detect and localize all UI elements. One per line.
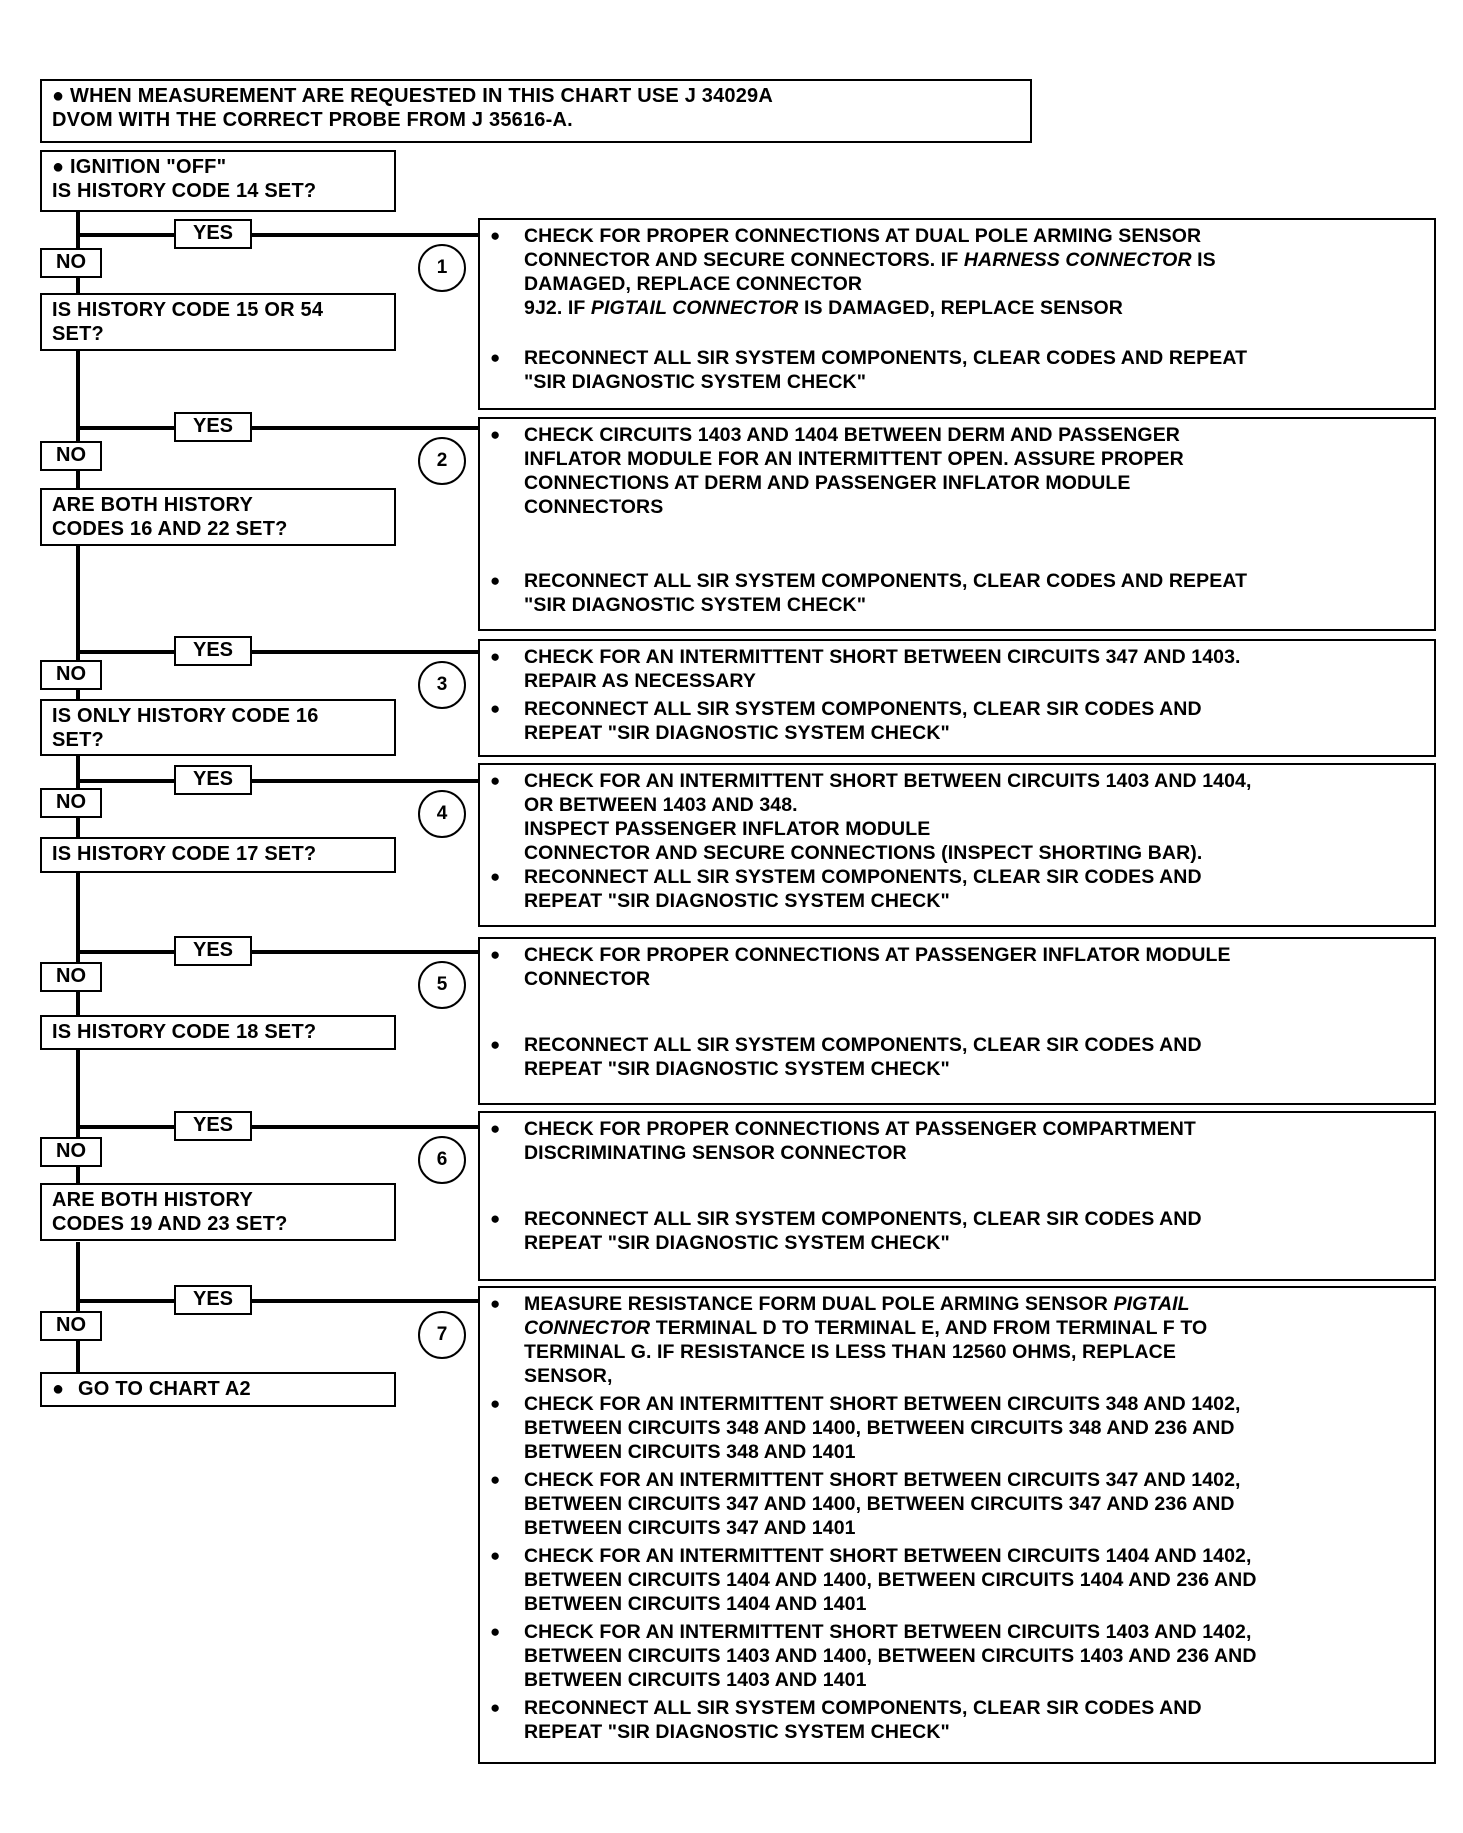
no-label: NO <box>40 660 102 690</box>
action-box-1 <box>478 218 1436 410</box>
step-number-circle: 1 <box>418 244 466 292</box>
action-item: ● CHECK FOR AN INTERMITTENT SHORT BETWEEN CIRCUITS 1403 AND 1402, BETWEEN CIRCUITS 1403 AND 1400, BETWEEN CIRCUITS 1403 AND 236 AND BETWEEN CIRCUITS 1403 AND 1401 <box>490 1620 1426 1692</box>
yes-branch-line-6 <box>76 1125 480 1129</box>
action-item: ● CHECK FOR PROPER CONNECTIONS AT PASSENGER COMPARTMENT DISCRIMINATING SENSOR CONNECTOR <box>490 1117 1426 1165</box>
yes-branch-line-7 <box>76 1299 480 1303</box>
action-item: ● CHECK FOR PROPER CONNECTIONS AT PASSENGER INFLATOR MODULE CONNECTOR <box>490 943 1426 991</box>
final-text: GO TO CHART A2 <box>78 1378 251 1400</box>
intro-box <box>40 79 1032 143</box>
final-box <box>40 1372 396 1407</box>
action-box-5 <box>478 937 1436 1105</box>
yes-label: YES <box>174 219 252 249</box>
start-line-2: IS HISTORY CODE 14 SET? <box>52 180 317 202</box>
action-item: ● CHECK FOR AN INTERMITTENT SHORT BETWEEN CIRCUITS 348 AND 1402, BETWEEN CIRCUITS 348 AND 1400, BETWEEN CIRCUITS 348 AND 236 AND BETWEEN CIRCUITS 348 AND 1401 <box>490 1392 1426 1464</box>
action-item: ● CHECK CIRCUITS 1403 AND 1404 BETWEEN DERM AND PASSENGER INFLATOR MODULE FOR AN INTERMITTENT OPEN. ASSURE PROPER CONNECTIONS AT DERM AND PASSENGER INFLATOR MODULE CONNECTORS <box>490 423 1426 519</box>
action-item: ● RECONNECT ALL SIR SYSTEM COMPONENTS, CLEAR CODES AND REPEAT "SIR DIAGNOSTIC SYSTEM CHECK" <box>490 346 1426 394</box>
yes-label: YES <box>174 1285 252 1315</box>
question-box <box>40 1183 396 1241</box>
action-item: ● CHECK FOR AN INTERMITTENT SHORT BETWEEN CIRCUITS 347 AND 1403. REPAIR AS NECESSARY <box>490 645 1426 693</box>
action-item: ● RECONNECT ALL SIR SYSTEM COMPONENTS, CLEAR CODES AND REPEAT "SIR DIAGNOSTIC SYSTEM CHECK" <box>490 569 1426 617</box>
yes-branch-line-3 <box>76 650 480 654</box>
question-box <box>40 488 396 546</box>
action-item: ● CHECK FOR AN INTERMITTENT SHORT BETWEEN CIRCUITS 1404 AND 1402, BETWEEN CIRCUITS 1404 AND 1400, BETWEEN CIRCUITS 1404 AND 236 AND BETWEEN CIRCUITS 1404 AND 1401 <box>490 1544 1426 1616</box>
yes-branch-line-2 <box>76 426 480 430</box>
start-line-1: IGNITION "OFF" <box>70 156 227 178</box>
question-box <box>40 837 396 873</box>
question-text: ARE BOTH HISTORY CODES 16 AND 22 SET? <box>52 494 288 540</box>
main-flow-line-7 <box>76 1242 80 1377</box>
question-text: IS HISTORY CODE 17 SET? <box>52 843 317 865</box>
yes-label: YES <box>174 936 252 966</box>
action-box-6 <box>478 1111 1436 1281</box>
action-item: ● RECONNECT ALL SIR SYSTEM COMPONENTS, CLEAR SIR CODES AND REPEAT "SIR DIAGNOSTIC SYSTEM CHECK" <box>490 1696 1426 1744</box>
action-item: ● CHECK FOR PROPER CONNECTIONS AT DUAL POLE ARMING SENSOR CONNECTOR AND SECURE CONNECTORS. IF HARNESS CONNECTOR IS DAMAGED, REPLACE CONNECTOR 9J2. IF PIGTAIL CONNECTOR IS DAMAGED, REPLACE SENSOR <box>490 224 1426 320</box>
bullet: ● <box>52 85 65 107</box>
step-number-circle: 6 <box>418 1136 466 1184</box>
yes-label: YES <box>174 412 252 442</box>
yes-branch-line-5 <box>76 950 480 954</box>
action-box-2 <box>478 417 1436 631</box>
no-label: NO <box>40 1311 102 1341</box>
question-text: IS ONLY HISTORY CODE 16 SET? <box>52 705 319 751</box>
action-item: ● RECONNECT ALL SIR SYSTEM COMPONENTS, CLEAR SIR CODES AND REPEAT "SIR DIAGNOSTIC SYSTEM CHECK" <box>490 1033 1426 1081</box>
action-item: ● CHECK FOR AN INTERMITTENT SHORT BETWEEN CIRCUITS 1403 AND 1404, OR BETWEEN 1403 AND 348. INSPECT PASSENGER INFLATOR MODULE CONNECTOR AND SECURE CONNECTIONS (INSPECT SHORTING BAR). <box>490 769 1426 865</box>
no-label: NO <box>40 1137 102 1167</box>
action-item: ● RECONNECT ALL SIR SYSTEM COMPONENTS, CLEAR SIR CODES AND REPEAT "SIR DIAGNOSTIC SYSTEM CHECK" <box>490 1207 1426 1255</box>
question-text: IS HISTORY CODE 15 OR 54 SET? <box>52 299 324 345</box>
yes-label: YES <box>174 636 252 666</box>
yes-label: YES <box>174 765 252 795</box>
step-number-circle: 7 <box>418 1311 466 1359</box>
bullet: ● <box>52 1378 65 1400</box>
action-item: ● RECONNECT ALL SIR SYSTEM COMPONENTS, CLEAR SIR CODES AND REPEAT "SIR DIAGNOSTIC SYSTEM CHECK" <box>490 697 1426 745</box>
step-number-circle: 4 <box>418 790 466 838</box>
bullet: ● <box>52 156 65 178</box>
yes-branch-line-1 <box>76 233 480 237</box>
action-box-7 <box>478 1286 1436 1764</box>
no-label: NO <box>40 441 102 471</box>
question-box <box>40 699 396 756</box>
action-item: ● MEASURE RESISTANCE FORM DUAL POLE ARMING SENSOR PIGTAIL CONNECTOR TERMINAL D TO TERMINAL E, AND FROM TERMINAL F TO TERMINAL G. IF RESISTANCE IS LESS THAN 12560 OHMS, REPLACE SENSOR, <box>490 1292 1426 1388</box>
start-question-box <box>40 150 396 212</box>
question-box <box>40 1015 396 1050</box>
action-item: ● CHECK FOR AN INTERMITTENT SHORT BETWEEN CIRCUITS 347 AND 1402, BETWEEN CIRCUITS 347 AND 1400, BETWEEN CIRCUITS 347 AND 236 AND BETWEEN CIRCUITS 347 AND 1401 <box>490 1468 1426 1540</box>
step-number-circle: 2 <box>418 437 466 485</box>
no-label: NO <box>40 248 102 278</box>
no-label: NO <box>40 788 102 818</box>
no-label: NO <box>40 962 102 992</box>
step-number-circle: 5 <box>418 961 466 1009</box>
action-box-4 <box>478 763 1436 927</box>
question-text: ARE BOTH HISTORY CODES 19 AND 23 SET? <box>52 1189 288 1235</box>
main-flow-line-5 <box>76 870 80 1020</box>
question-box <box>40 293 396 351</box>
action-box-3 <box>478 639 1436 757</box>
action-item: ● RECONNECT ALL SIR SYSTEM COMPONENTS, CLEAR SIR CODES AND REPEAT "SIR DIAGNOSTIC SYSTEM CHECK" <box>490 865 1426 913</box>
step-number-circle: 3 <box>418 661 466 709</box>
yes-branch-line-4 <box>76 779 480 783</box>
yes-label: YES <box>174 1111 252 1141</box>
intro-text: WHEN MEASUREMENT ARE REQUESTED IN THIS CHART USE J 34029A DVOM WITH THE CORRECT PROBE FROM J 35616-A. <box>52 85 774 131</box>
question-text: IS HISTORY CODE 18 SET? <box>52 1021 317 1043</box>
